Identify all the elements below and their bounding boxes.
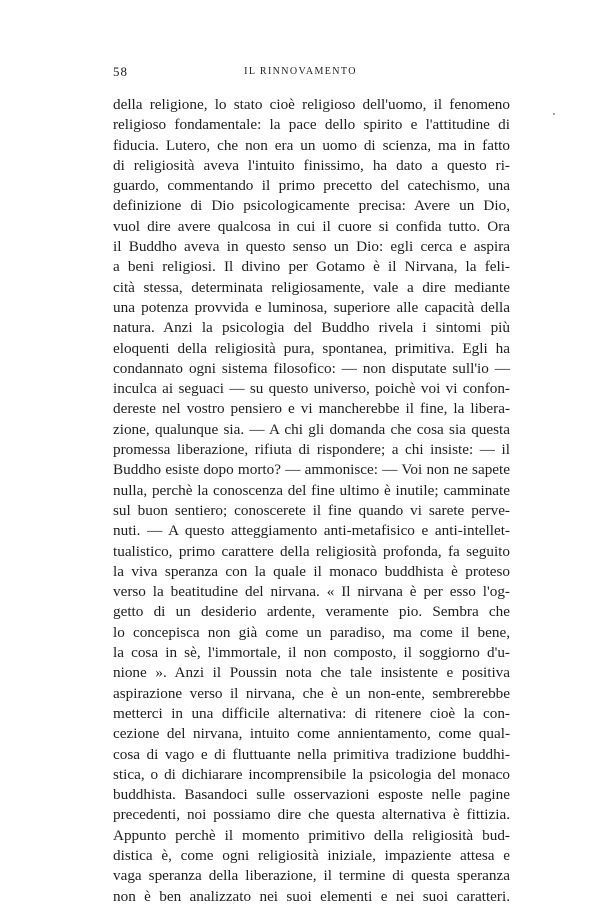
running-title: IL RINNOVAMENTO bbox=[244, 66, 357, 77]
text-line: non è ben analizzato nei suoi elementi e nei suoi caratteri. bbox=[113, 887, 510, 905]
text-line: una potenza provvida e luminosa, superiore alle capacità della bbox=[113, 298, 510, 316]
text-line: definizione di Dio psicologicamente precisa: Avere un Dio, bbox=[113, 197, 510, 215]
text-line: getto di un desiderio ardente, veramente pio. Sembra che bbox=[113, 603, 510, 621]
text-line: natura. Anzi la psicologia del Buddho rivela i sintomi più bbox=[113, 319, 510, 337]
text-line: il Buddho aveva in questo senso un Dio: egli cerca e aspira bbox=[113, 238, 510, 256]
text-line: eloquenti della religiosità pura, spontanea, primitiva. Egli ha bbox=[113, 339, 510, 357]
text-line: della religione, lo stato cioè religioso dell'uomo, il fenomeno bbox=[113, 96, 510, 113]
text-line: la viva speranza con la quale il monaco buddhista è proteso bbox=[113, 562, 510, 580]
text-line: lo concepisca non già come un paradiso, ma come il bene, bbox=[113, 623, 510, 641]
text-line: guardo, commentando il primo precetto del catechismo, una bbox=[113, 177, 510, 195]
text-line: vaga speranza della liberazione, il termine di questa speranza bbox=[113, 867, 510, 885]
body-text bbox=[113, 95, 510, 907]
text-line: distica è, come ogni religiosità iniziale, impaziente attesa e bbox=[113, 846, 510, 864]
text-line: sul buon sentiero; conoscerete il fine quando vi sarete perve- bbox=[113, 501, 510, 519]
print-speck bbox=[553, 113, 555, 115]
text-line: cità stessa, determinata religiosamente, vale a dire mediante bbox=[113, 278, 510, 296]
text-line: fiducia. Lutero, che non era un uomo di scienza, ma in fatto bbox=[113, 136, 510, 154]
text-line: vuol dire avere qualcosa in cui il cuore si confida tutto. Ora bbox=[113, 217, 510, 235]
text-line: cosa di vago e di fluttuante nella primitiva tradizione buddhi- bbox=[113, 745, 510, 763]
text-line: nulla, perchè la conoscenza del fine ultimo è inutile; camminate bbox=[113, 481, 510, 499]
text-line: nione ». Anzi il Poussin nota che tale insistente e positiva bbox=[113, 664, 510, 682]
text-line: zione, qualunque sia. — A chi gli domanda che cosa sia questa bbox=[113, 420, 510, 438]
text-line: aspirazione verso il nirvana, che è un non-ente, sembrerebbe bbox=[113, 684, 510, 702]
text-line: Appunto perchè il momento primitivo della religiosità bud- bbox=[113, 826, 510, 844]
page-number: 58 bbox=[113, 64, 128, 79]
text-line: condannato ogni sistema filosofico: — non disputate sull'io — bbox=[113, 359, 510, 377]
text-line: promessa liberazione, rifiuta di rispondere; a chi insiste: — il bbox=[113, 441, 510, 459]
text-line: cezione del nirvana, intuito come annientamento, come qual- bbox=[113, 725, 510, 743]
text-line: a beni religiosi. Il divino per Gotamo è il Nirvana, la feli- bbox=[113, 258, 510, 276]
text-line: precedenti, noi possiamo dire che questa alternativa è fittizia. bbox=[113, 806, 510, 824]
text-line: tualistico, primo carattere della religiosità profonda, fa seguito bbox=[113, 542, 510, 560]
text-line: verso la beatitudine del nirvana. « Il nirvana è per esso l'og- bbox=[113, 583, 510, 601]
text-line: dereste nel vostro pensiero e vi mancherebbe il fine, la libera- bbox=[113, 400, 510, 418]
text-line: religioso fondamentale: la pace dello spirito e l'attitudine di bbox=[113, 116, 510, 134]
text-line: buddhista. Basandoci sulle osservazioni esposte nelle pagine bbox=[113, 786, 510, 804]
text-line: la cosa in sè, l'immortale, il non composto, il soggiorno d'u- bbox=[113, 644, 510, 662]
text-line: metterci in una difficile alternativa: di ritenere cioè la con- bbox=[113, 704, 510, 722]
text-line: di religiosità aveva l'intuito finissimo, ha dato a questo ri- bbox=[113, 156, 510, 174]
text-line: Buddho esiste dopo morto? — ammonisce: — Voi non ne sapete bbox=[113, 461, 510, 479]
text-line: stica, o di dichiarare incomprensibile la psicologia del monaco bbox=[113, 765, 510, 783]
text-line: nuti. — A questo atteggiamento anti-metafisico e anti-intellet- bbox=[113, 522, 510, 540]
text-line: inculca ai seguaci — su questo universo, poichè voi vi confon- bbox=[113, 380, 510, 398]
